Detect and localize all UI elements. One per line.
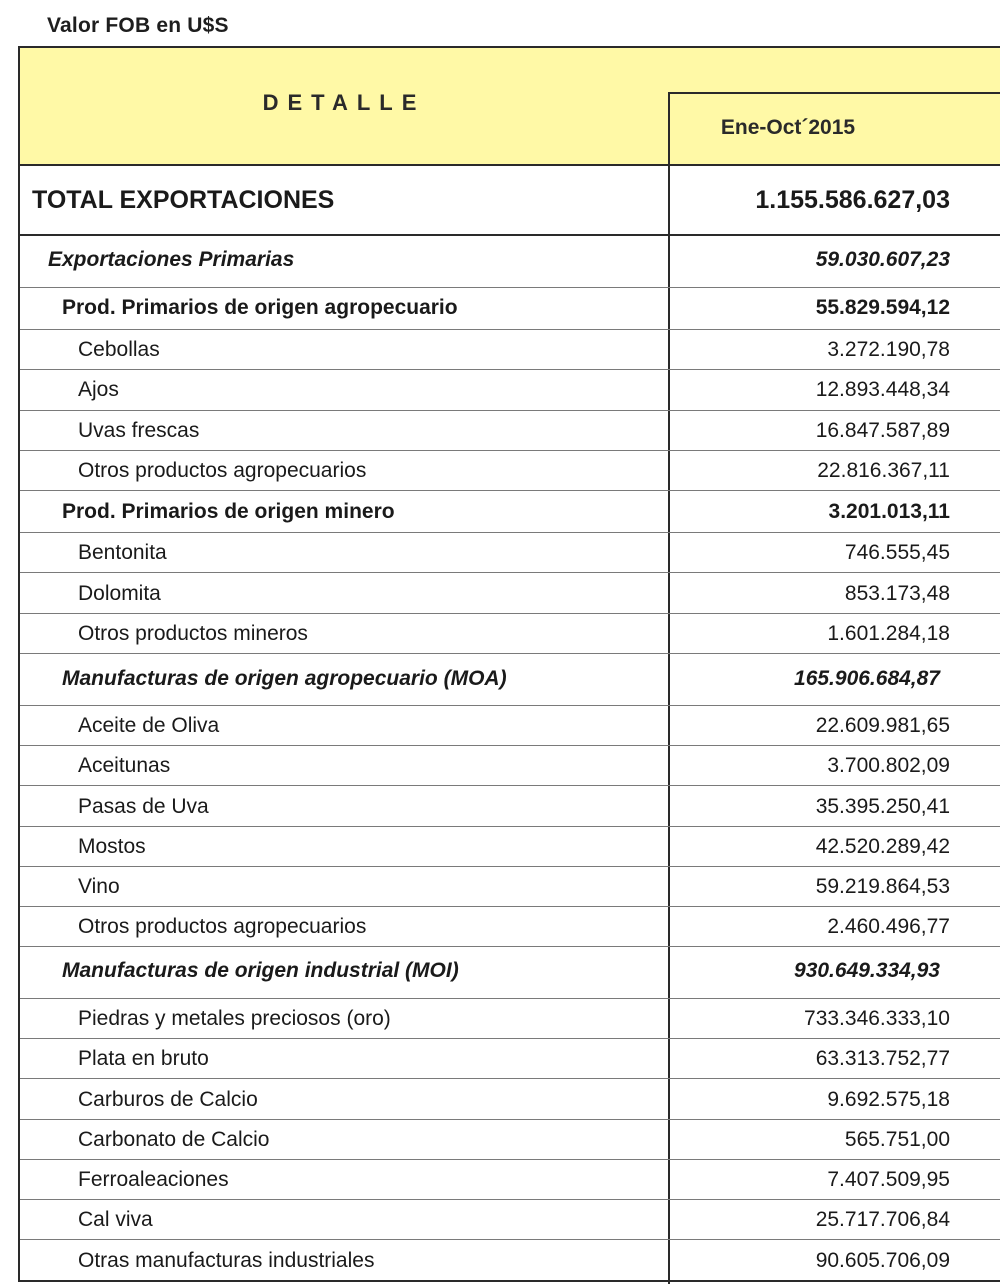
row-label: Otros productos agropecuarios: [78, 915, 367, 938]
row-label: Bentonita: [78, 541, 167, 564]
table-row: [20, 1200, 1000, 1240]
row-label: TOTAL EXPORTACIONES: [32, 186, 335, 214]
header-detalle: DETALLE: [262, 90, 426, 115]
table-row: [20, 1240, 1000, 1282]
row-value: 59.219.864,53: [815, 875, 950, 898]
exports-table: [18, 46, 1000, 1282]
table-row: [20, 370, 1000, 411]
table-row-total: [20, 166, 1000, 236]
row-label: Prod. Primarios de origen agropecuario: [62, 296, 458, 319]
table-row-group: [20, 236, 1000, 288]
row-label: Plata en bruto: [78, 1047, 209, 1070]
table-row: [20, 1039, 1000, 1079]
row-label: Exportaciones Primarias: [48, 248, 295, 271]
row-label: Manufacturas de origen industrial (MOI): [62, 959, 459, 982]
header-period-cell: [668, 92, 1000, 164]
row-value: 2.460.496,77: [827, 915, 950, 938]
row-label: Cal viva: [78, 1208, 153, 1231]
row-label: Cebollas: [78, 338, 160, 361]
row-value: 1.601.284,18: [827, 622, 950, 645]
row-label: Otras manufacturas industriales: [78, 1249, 375, 1272]
table-row: [20, 827, 1000, 867]
table-row: [20, 573, 1000, 614]
row-label: Carburos de Calcio: [78, 1088, 258, 1111]
row-label: Aceite de Oliva: [78, 714, 220, 737]
table-row: [20, 1160, 1000, 1200]
row-label: Mostos: [78, 835, 146, 858]
row-value: 1.155.586.627,03: [755, 186, 950, 214]
table-row: [20, 746, 1000, 786]
row-value: 22.609.981,65: [815, 714, 950, 737]
row-label: Carbonato de Calcio: [78, 1128, 270, 1151]
row-label: Dolomita: [78, 582, 161, 605]
table-row-subgroup: [20, 491, 1000, 533]
table-caption: Valor FOB en U$S: [47, 14, 229, 37]
row-value: 733.346.333,10: [804, 1007, 950, 1030]
row-value: 22.816.367,11: [817, 459, 950, 482]
row-label: Pasas de Uva: [78, 795, 209, 818]
table-row: [20, 786, 1000, 827]
row-value: 35.395.250,41: [815, 795, 950, 818]
table-row: [20, 614, 1000, 654]
row-value: 59.030.607,23: [815, 248, 950, 271]
table-header: [20, 48, 1000, 166]
row-value: 930.649.334,93: [794, 959, 940, 982]
row-label: Vino: [78, 875, 120, 898]
row-label: Otros productos agropecuarios: [78, 459, 367, 482]
table-row-subgroup: [20, 288, 1000, 330]
table-row: [20, 999, 1000, 1039]
table-row: [20, 1120, 1000, 1160]
row-value: 42.520.289,42: [815, 835, 950, 858]
row-label: Prod. Primarios de origen minero: [62, 500, 395, 523]
table-row: [20, 451, 1000, 491]
row-value: 16.847.587,89: [815, 419, 950, 442]
row-value: 55.829.594,12: [815, 296, 950, 319]
table-row: [20, 411, 1000, 451]
row-label: Piedras y metales preciosos (oro): [78, 1007, 391, 1030]
row-value: 9.692.575,18: [827, 1088, 950, 1111]
row-label: Ferroaleaciones: [78, 1168, 229, 1191]
row-label: Ajos: [78, 378, 119, 401]
table-row: [20, 1079, 1000, 1120]
row-value: 746.555,45: [844, 541, 950, 564]
row-value: 3.272.190,78: [827, 338, 950, 361]
table-row: [20, 330, 1000, 370]
table-row: [20, 706, 1000, 746]
row-value: 165.906.684,87: [794, 667, 940, 690]
row-value: 63.313.752,77: [815, 1047, 950, 1070]
row-label: Uvas frescas: [78, 419, 200, 442]
table-row-group: [20, 654, 1000, 706]
row-value: 12.893.448,34: [815, 378, 950, 401]
row-value: 853.173,48: [844, 582, 950, 605]
row-label: Manufacturas de origen agropecuario (MOA): [62, 667, 507, 690]
row-label: Otros productos mineros: [78, 622, 308, 645]
row-value: 7.407.509,95: [827, 1168, 950, 1191]
header-period: Ene-Oct´2015: [720, 116, 856, 139]
table-row: [20, 867, 1000, 907]
row-value: 90.605.706,09: [815, 1249, 950, 1272]
table-row-group: [20, 947, 1000, 999]
row-value: 3.201.013,11: [828, 500, 950, 523]
row-value: 25.717.706,84: [815, 1208, 950, 1231]
row-value: 565.751,00: [844, 1128, 950, 1151]
row-label: Aceitunas: [78, 754, 171, 777]
table-row: [20, 533, 1000, 573]
table-row: [20, 907, 1000, 947]
row-value: 3.700.802,09: [827, 754, 950, 777]
